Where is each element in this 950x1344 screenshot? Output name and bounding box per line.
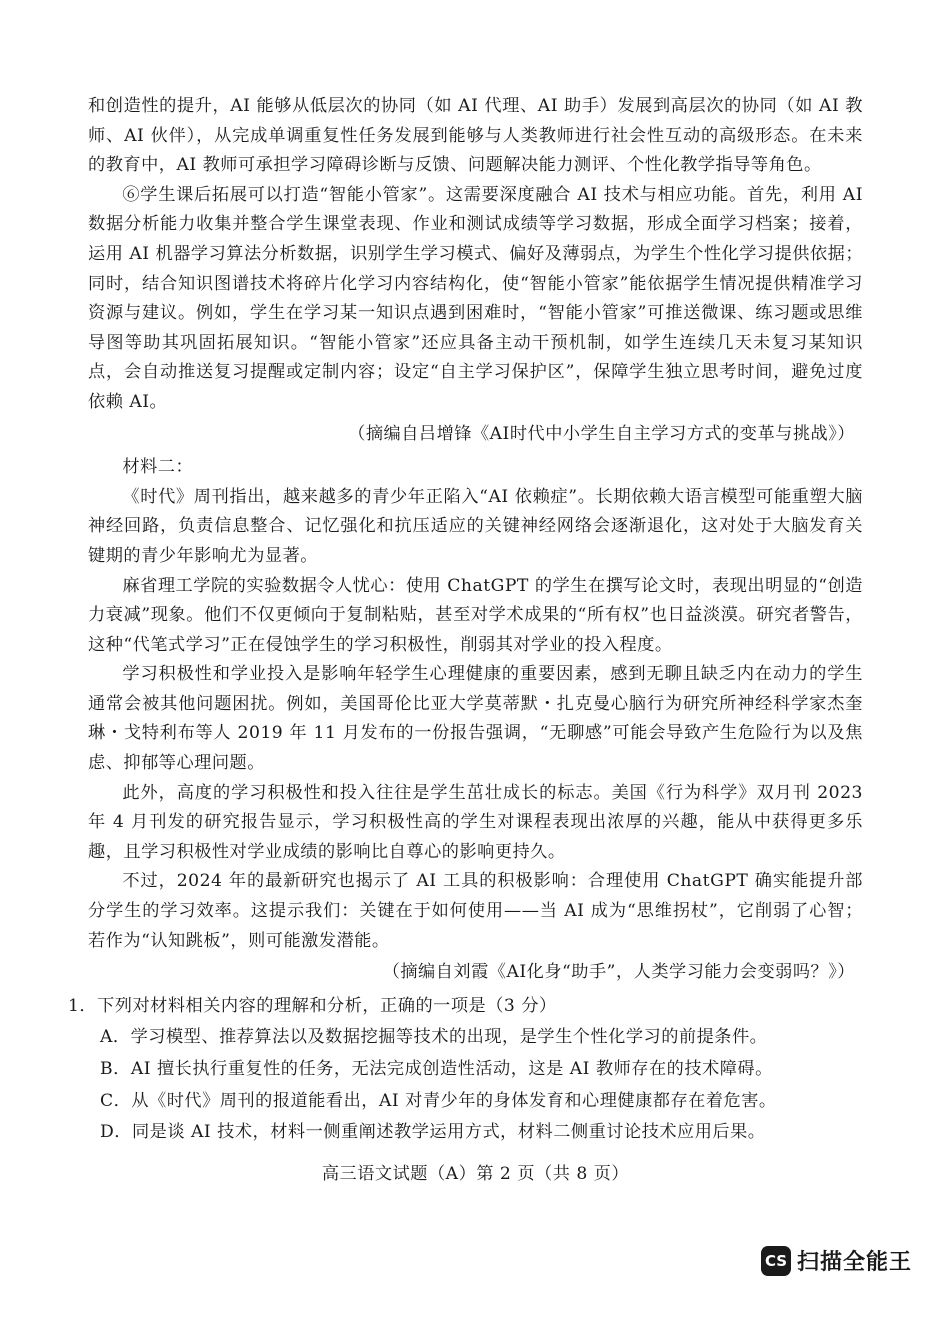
watermark-brand: 扫描全能王 <box>796 1250 912 1275</box>
document-page <box>68 92 864 1189</box>
passage-paragraph: ⑥学生课后拓展可以打造“智能小管家”。这需要深度融合 AI 技术与相应功能。首先，利用 AI 数据分析能力收集并整合学生课堂表现、作业和测试成绩等学习数据，形成全面学习档案；接着，运用 AI 机器学习算法分析数据，识别学生学习模式、偏好及薄弱点，为学生个性化学习提供依据；同时，结合知识图谱技术将碎片化学习内容结构化，使“智能小管家”能依据学生情况提供精准学习资源与建议。例如，学生在学习某一知识点遇到困难时，“智能小管家”可推送微课、练习题或思维导图等助其巩固拓展知识。“智能小管家”还应具备主动干预机制，如学生连续几天未复习某知识点，会自动推送复习提醒或定制内容；设定“自主学习保护区”，保障学生独立思考时间，避免过度依赖 AI。 <box>88 184 864 412</box>
page-footer: 高三语文试题（A）第 2 页（共 8 页） <box>321 1163 630 1184</box>
passage-paragraph: 学习积极性和学业投入是影响年轻学生心理健康的重要因素，感到无聊且缺乏内在动力的学生通常会被其他问题困扰。例如，美国哥伦比亚大学莫蒂默・扎克曼心脑行为研究所神经科学家杰奎琳・戈特利布等人 2019 年 11 月发布的一份报告强调，“无聊感”可能会导致产生危险行为以及焦虑、抑郁等心理问题。 <box>88 664 863 774</box>
passage-paragraph: 《时代》周刊指出，越来越多的青少年正陷入“AI 依赖症”。长期依赖大语言模型可能重塑大脑神经回路，负责信息整合、记忆强化和抗压适应的关键神经网络会逐渐退化，这对处于大脑发育关键期的青少年影响尤为显著。 <box>88 486 863 566</box>
question-stem: 1．下列对材料相关内容的理解和分析，正确的一项是（3 分） <box>68 995 557 1016</box>
option-c: C．从《时代》周刊的报道能看出，AI 对青少年的身体发育和心理健康都存在着危害。 <box>100 1090 777 1111</box>
option-d: D．同是谈 AI 技术，材料一侧重阐述教学运用方式，材料二侧重讨论技术应用后果。 <box>100 1122 766 1143</box>
material-heading: 材料二： <box>122 457 194 478</box>
passage-paragraph: 麻省理工学院的实验数据令人忧心：使用 ChatGPT 的学生在撰写论文时，表现出明显的“创造力衰减”现象。他们不仅更倾向于复制粘贴，甚至对学术成果的“所有权”也日益淡漠。研究者警告，这种“代笔式学习”正在侵蚀学生的学习积极性，削弱其对学业的投入程度。 <box>88 575 863 655</box>
option-a: A．学习模型、推荐算法以及数据挖掘等技术的出现，是学生个性化学习的前提条件。 <box>100 1027 768 1048</box>
option-b: B．AI 擅长执行重复性的任务，无法完成创造性活动，这是 AI 教师存在的技术障碍。 <box>100 1059 773 1079</box>
source-citation: （摘编自吕增锋《AI时代中小学生自主学习方式的变革与挑战》） <box>348 423 855 444</box>
camscanner-logo-icon: CS <box>761 1246 791 1276</box>
source-citation: （摘编自刘霞《AI化身“助手”，人类学习能力会变弱吗？》） <box>382 962 855 983</box>
passage-paragraph: 和创造性的提升，AI 能够从低层次的协同（如 AI 代理、AI 助手）发展到高层次的协同（如 AI 教师、AI 伙伴），从完成单调重复性任务发展到能够与人类教师进行社会性互动的高级形态。在未来的教育中，AI 教师可承担学习障碍诊断与反馈、问题解决能力测评、个性化教学指导等角色。 <box>88 96 863 176</box>
passage-paragraph: 此外，高度的学习积极性和投入往往是学生茁壮成长的标志。美国《行为科学》双月刊 2023 年 4 月刊发的研究报告显示，学习积极性高的学生对课程表现出浓厚的兴趣，能从中获得更多乐趣，且学习积极性对学业成绩的影响比自尊心的影响更持久。 <box>88 782 863 862</box>
scanner-watermark <box>761 1245 912 1276</box>
passage-paragraph: 不过，2024 年的最新研究也揭示了 AI 工具的积极影响：合理使用 ChatGPT 确实能提升部分学生的学习效率。这提示我们：关键在于如何使用——当 AI 成为“思维拐杖”，它削弱了心智；若作为“认知跳板”，则可能激发潜能。 <box>88 871 863 951</box>
